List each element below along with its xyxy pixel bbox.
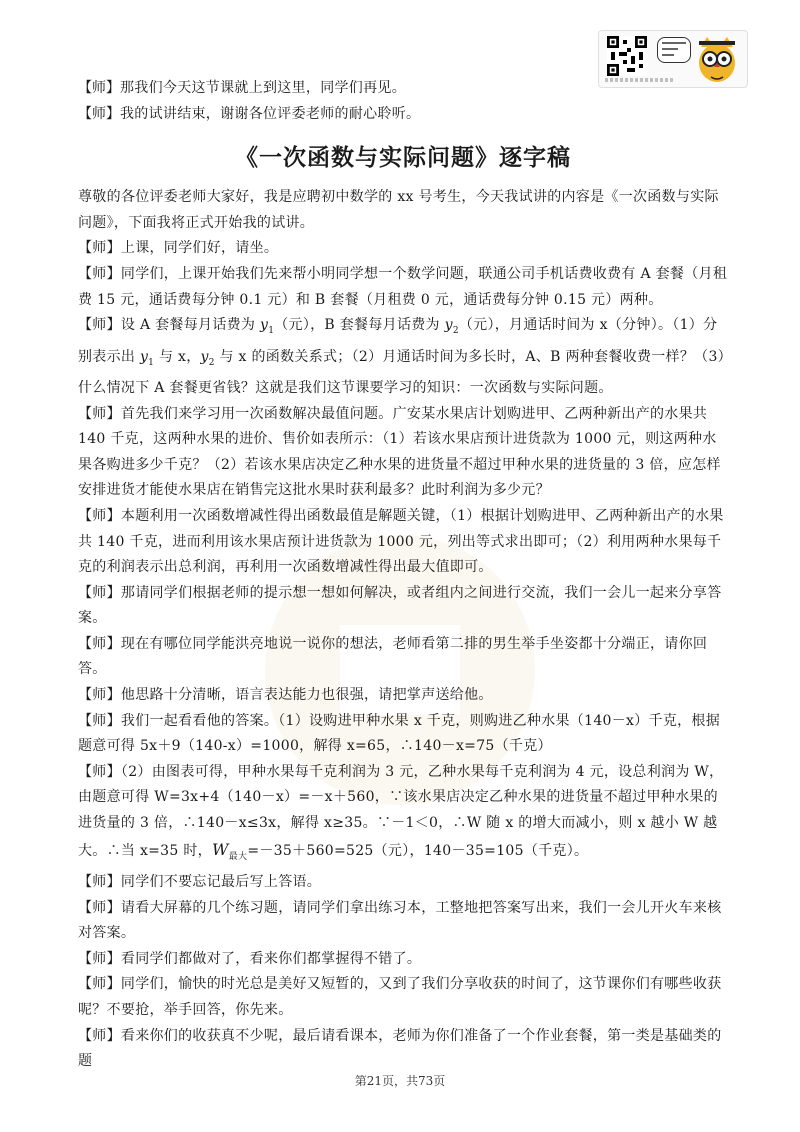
document-body bbox=[78, 76, 728, 1075]
math-subscript: 2 bbox=[208, 357, 215, 368]
paragraph bbox=[78, 632, 728, 683]
speaker-tag: 【师】 bbox=[78, 950, 121, 967]
speaker-tag: 【师】 bbox=[78, 976, 121, 993]
paragraph-text: 看同学们都做对了，看来你们都掌握得不错了。 bbox=[120, 950, 422, 967]
paragraph-text: （元），B 套餐每月话费为 bbox=[274, 317, 445, 334]
closing-line-2 bbox=[78, 102, 728, 128]
paragraph-text: =－35＋560=525（元），140－35=105（千克）。 bbox=[247, 842, 589, 859]
paragraph-with-formula bbox=[78, 313, 728, 401]
document-title: 《一次函数与实际问题》逐字稿 bbox=[235, 145, 571, 172]
speaker-tag: 【师】 bbox=[78, 405, 121, 422]
paragraph bbox=[78, 1024, 728, 1075]
line-text: 那我们今天这节课就上到这里，同学们再见。 bbox=[120, 80, 406, 96]
speaker-tag: 【师】 bbox=[78, 265, 121, 282]
paragraph bbox=[78, 972, 728, 1023]
paragraph-text: 与 x， bbox=[154, 348, 201, 365]
paragraph-text: 与 x 的函数关系式；（2）月通话时间为多长时，A、B 两种套餐收费一样？（3）什么情况下 A 套餐更省钱？这就是我们这节课要学习的知识：一次函数与实际问题。 bbox=[78, 348, 725, 396]
paragraph-text: 请看大屏幕的几个练习题，请同学们拿出练习本，工整地把答案写出来，我们一会儿开火车来核对答案。 bbox=[78, 899, 722, 942]
math-subscript: 1 bbox=[268, 325, 275, 336]
math-variable: y bbox=[259, 317, 269, 334]
speech-bubble-icon bbox=[657, 37, 691, 63]
paragraph bbox=[78, 896, 728, 947]
paragraph-text: 他思路十分清晰，语言表达能力也很强，请把掌声送给他。 bbox=[120, 687, 493, 704]
paragraph bbox=[78, 709, 728, 760]
paragraph-text: 同学们，愉快的时光总是美好又短暂的，又到了我们分享收获的时间了，这节课你们有哪些收获呢？不要抢，举手回答，你先来。 bbox=[78, 976, 722, 1018]
math-subscript: 1 bbox=[148, 357, 155, 368]
paragraph-text: 看来你们的收获真不少呢，最后请看课本，老师为你们准备了一个作业套餐，第一类是基础类的题 bbox=[78, 1027, 722, 1070]
paragraph-text: 同学们，上课开始我们先来帮小明同学想一个数学问题，联通公司手机话费收费有 A 套餐（月租费 15 元，通话费每分钟 0.1 元）和 B 套餐（月租费 0 元，通话费每分钟 0.15 元）两种。 bbox=[78, 265, 728, 308]
speaker-tag: 【师】 bbox=[78, 899, 121, 916]
qr-code-icon bbox=[607, 36, 647, 76]
speaker-tag: 【师】 bbox=[78, 687, 121, 704]
paragraph bbox=[78, 870, 728, 896]
speaker-tag: 【师】 bbox=[78, 317, 121, 334]
math-variable: y bbox=[200, 348, 209, 365]
speaker-tag: 【师】 bbox=[78, 763, 121, 780]
paragraph-text: 本题利用一次函数增减性得出函数最值是解题关键，（1）根据计划购进甲、乙两种新出产的水果共 140 千克，进而利用该水果店预计进货款为 1000 元，列出等式求出即可；（2）利用两种水果每千克的利润表示出总利润，再利用一次函数增减性得出最大值即可。 bbox=[78, 507, 724, 576]
paragraph-text: （元），月通话时间为 x（分钟）。（1）分别表示出 bbox=[78, 317, 718, 365]
page-number-footer: 第21页，共73页 bbox=[354, 1074, 446, 1088]
speaker-tag: 【师】 bbox=[78, 507, 121, 524]
paragraph bbox=[78, 504, 728, 581]
paragraph-text: 现在有哪位同学能洪亮地说一说你的想法，老师看第二排的男生举手坐姿都十分端正，请你回答。 bbox=[78, 635, 708, 678]
speaker-tag: 【师】 bbox=[78, 1027, 121, 1044]
paragraph-text: 设 A 套餐每月话费为 bbox=[120, 317, 260, 334]
speaker-tag: 【师】 bbox=[78, 874, 121, 891]
line-text: 我的试讲结束，谢谢各位评委老师的耐心聆听。 bbox=[120, 105, 421, 122]
paragraph-with-formula bbox=[78, 760, 728, 870]
speaker-tag: 【师】 bbox=[78, 712, 121, 729]
math-subscript: 最大 bbox=[228, 851, 248, 862]
paragraph-text: 同学们不要忘记最后写上答语。 bbox=[120, 874, 322, 891]
paragraph-text: 我们一起看看他的答案。（1）设购进甲种水果 x 千克，则购进乙种水果（140－x）千克，根据题意可得 5x＋9（140-x）=1000，解得 x=65，∴140－x=75（千克） bbox=[78, 712, 721, 755]
paragraph bbox=[78, 262, 728, 313]
speaker-tag: 【师】 bbox=[78, 80, 120, 96]
math-variable: W bbox=[211, 839, 229, 859]
paragraph bbox=[78, 947, 728, 973]
speaker-tag: 【师】 bbox=[78, 105, 120, 122]
speaker-tag: 【师】 bbox=[78, 240, 121, 257]
closing-line-1 bbox=[78, 76, 728, 102]
math-variable: y bbox=[444, 317, 453, 334]
paragraph-text: （2）由图表可得，甲种水果每千克利润为 3 元，乙种水果每千克利润为 4 元，设总利润为 W，由题意可得 W=3x+4（140－x）=－x＋560，∵该水果店决定乙种水果的进货量不超过甲种水果的进货量的 3 倍，∴140－x≤3x，解得 x≥35。∵－1＜0，∴W 随 x 的增大而减小，则 x 越小 W 越大。∴当 x=35 时， bbox=[78, 763, 724, 859]
paragraph-text: 上课，同学们好，请坐。 bbox=[120, 240, 279, 257]
paragraph bbox=[78, 402, 728, 504]
intro-paragraph: 尊敬的各位评委老师大家好，我是应聘初中数学的 xx 号考生，今天我试讲的内容是《一次函数与实际问题》，下面我将正式开始我的试讲。 bbox=[78, 189, 719, 231]
math-subscript: 2 bbox=[452, 325, 459, 336]
paragraph-text: 首先我们来学习用一次函数解决最值问题。广安某水果店计划购进甲、乙两种新出产的水果共 140 千克，这两种水果的进价、售价如表所示：（1）若该水果店预计进货款为 1000 元，则这两种水果各购进多少千克？（2）若该水果店决定乙种水果的进货量不超过甲种水果的进货量的 3 倍，应怎样安排进货才能使水果店在销售完这批水果时获利最多？此时利润为多少元？ bbox=[78, 405, 721, 499]
speaker-tag: 【师】 bbox=[78, 584, 121, 601]
speaker-tag: 【师】 bbox=[78, 635, 121, 652]
paragraph bbox=[78, 581, 728, 632]
paragraph bbox=[78, 236, 728, 262]
paragraph-text: 那请同学们根据老师的提示想一想如何解决，或者组内之间进行交流，我们一会儿一起来分享答案。 bbox=[78, 584, 722, 627]
math-variable: y bbox=[139, 348, 149, 365]
paragraph bbox=[78, 683, 728, 709]
